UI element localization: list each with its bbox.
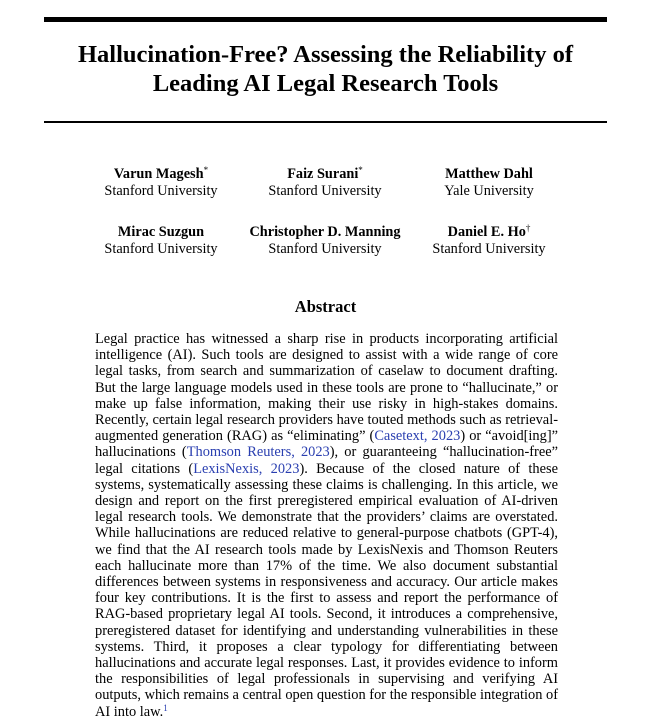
author-name: Mirac Suzgun bbox=[117, 224, 205, 240]
author-name: Christopher D. Manning bbox=[249, 224, 401, 240]
abstract-body: Legal practice has witnessed a sharp rise in products incorporating artificial intelligence (AI). Such tools are designed to assist with a wide range of core legal tasks, from search and summarization of caselaw to document drafting. But the large language models used in these tools are prone to “hallucinate,” or make up false information, making their use risky in high-stakes domains. Recently, certain legal research providers have touted methods such as retrieval-augmented generation (RAG) as “eliminating” (Casetext, 2023) or “avoid[ing]” hallucinations (Thomson Reuters, 2023), or guaranteeing “hallucination-free” legal citations (LexisNexis, 2023). Because of the closed nature of these systems, systematically assessing these claims is challenging. In this article, we design and report on the first preregistered empirical evaluation of AI-driven legal research tools. We demonstrate that the providers’ claims are overstated. While hallucinations are reduced relative to general-purpose chatbots (GPT-4), we find that the AI research tools made by LexisNexis and Thomson Reuters each hallucinate more than 17% of the time. We also document substantial differences between systems in responsiveness and accuracy. Our article makes four key contributions. It is the first to assess and report the performance of RAG-based proprietary legal AI tools. Second, it introduces a comprehensive, preregistered dataset for identifying and understanding vulnerabilities in these systems. Third, it proposes a clear typology for differentiating between hallucinations and accurate legal responses. Last, it provides evidence to inform the responsibilities of legal professionals in supervising and verifying AI outputs, which remains a central open question for the responsible integration of AI into law.$^1$ bbox=[95, 331, 559, 720]
equal-contribution-mark: * bbox=[203, 165, 209, 175]
equal-contribution-mark: * bbox=[358, 165, 363, 175]
author-name: Varun Magesh* bbox=[113, 165, 209, 182]
author-affiliation: Stanford University bbox=[268, 240, 382, 257]
citation-link-casetext[interactable]: Casetext, 2023 bbox=[374, 428, 461, 445]
author-entry bbox=[389, 166, 589, 199]
citation-link-lexisnexis[interactable]: LexisNexis, 2023 bbox=[193, 460, 300, 477]
footnote-link[interactable]: 1 bbox=[163, 702, 168, 713]
paper-title: Hallucination-Free? Assessing the Reliability of Leading AI Legal Research Tools bbox=[78, 41, 573, 97]
author-entry bbox=[389, 224, 589, 257]
corresponding-author-mark: † bbox=[525, 223, 531, 233]
author-affiliation: Stanford University bbox=[268, 182, 382, 199]
author-name: Faiz Surani* bbox=[287, 165, 363, 182]
author-affiliation: Yale University bbox=[444, 182, 534, 199]
author-affiliation: Stanford University bbox=[432, 240, 546, 257]
author-name: Matthew Dahl bbox=[445, 166, 533, 182]
title-top-rule bbox=[44, 17, 607, 22]
author-name: Daniel E. Ho† bbox=[447, 223, 531, 240]
title-bottom-rule bbox=[44, 121, 607, 123]
abstract-heading: Abstract bbox=[294, 297, 357, 316]
author-affiliation: Stanford University bbox=[104, 182, 218, 199]
author-affiliation: Stanford University bbox=[104, 240, 218, 257]
citation-link-thomson-reuters[interactable]: Thomson Reuters, 2023 bbox=[186, 444, 330, 461]
